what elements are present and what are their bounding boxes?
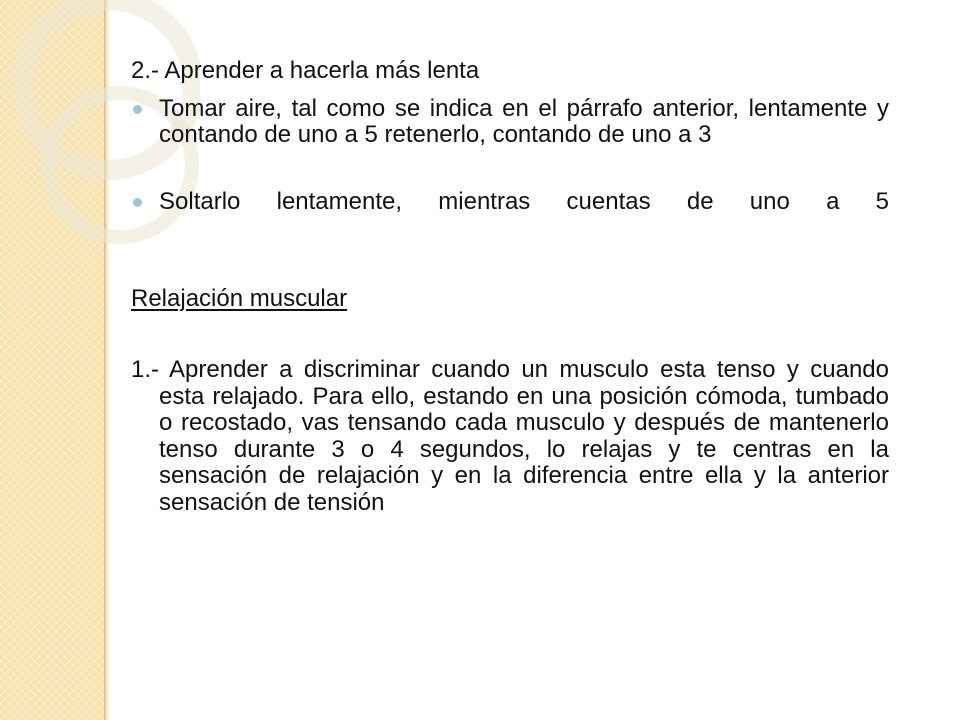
bullet-icon [133,198,142,207]
section-heading-muscular: Relajación muscular [131,285,348,312]
decorative-side-panel [0,0,104,720]
list-item-text: Soltarlo lentamente, mientras cuentas de uno a 5 [159,188,889,215]
list-item-text: Tomar aire, tal como se indica en el párrafo anterior, lentamente y contando de uno a 5 retenerlo, contando de uno a 3 [159,95,889,148]
side-panel-edge-line [104,0,105,720]
section-heading-breathing: 2.- Aprender a hacerla más lenta [131,57,480,84]
bullet-icon [133,105,142,114]
slide-content [131,58,889,517]
muscular-paragraph: 1.- Aprender a discriminar cuando un musculo esta tenso y cuando esta relajado. Para ello, estando en una posición cómoda, tumbado o recostado, vas tensando cada musculo y después de mantenerlo tenso durante 3 o 4 segundos, lo relajas y te centras en la sensación de relajación y en la diferencia entre ella y la anterior sensación de tensión [131,356,889,516]
list-item [131,189,889,215]
list-item [131,96,889,148]
